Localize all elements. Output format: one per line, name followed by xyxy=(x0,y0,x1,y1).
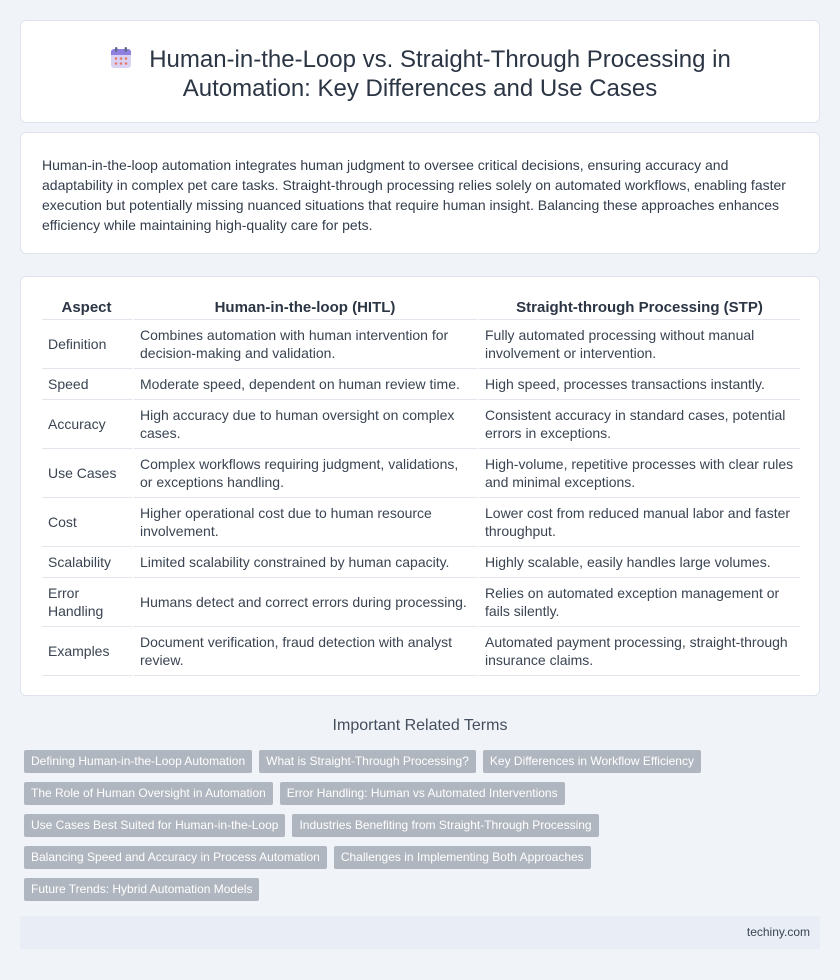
intro-paragraph: Human-in-the-loop automation integrates human judgment to oversee critical decisions, ensuring accuracy and adaptability in complex pet care tasks. Straight-through processing relies solely on automated workflows, enabling faster execution but potentially missing nuanced situations that require human insight. Balancing these approaches enhances efficiency while maintaining high-quality care for pets. xyxy=(42,157,786,233)
related-terms-heading: Important Related Terms xyxy=(332,717,508,734)
row-aspect: Accuracy xyxy=(42,400,134,449)
header-hitl: Human-in-the-loop (HITL) xyxy=(134,295,479,320)
row-hitl: Document verification, fraud detection with analyst review. xyxy=(134,627,479,676)
row-hitl: Higher operational cost due to human resource involvement. xyxy=(134,498,479,547)
row-hitl: Complex workflows requiring judgment, validations, or exceptions handling. xyxy=(134,449,479,498)
related-terms-list xyxy=(24,750,724,910)
row-hitl: Combines automation with human intervention for decision-making and validation. xyxy=(134,320,479,369)
related-term-tag[interactable]: Key Differences in Workflow Efficiency xyxy=(483,750,701,773)
table-header-row xyxy=(42,295,800,320)
related-term-tag[interactable]: Challenges in Implementing Both Approaches xyxy=(334,846,591,869)
row-aspect: Examples xyxy=(42,627,134,676)
row-hitl: Humans detect and correct errors during processing. xyxy=(134,578,479,627)
row-hitl: Moderate speed, dependent on human review time. xyxy=(134,369,479,400)
related-term-tag[interactable]: Use Cases Best Suited for Human-in-the-Loop xyxy=(24,814,285,837)
row-aspect: Scalability xyxy=(42,547,134,578)
title-line-1: Human-in-the-Loop vs. Straight-Through Processing in xyxy=(149,46,731,73)
title-card xyxy=(20,20,820,123)
footer-site-link[interactable]: techiny.com xyxy=(746,925,810,939)
table-row xyxy=(42,400,800,449)
footer xyxy=(20,916,820,949)
row-stp: Relies on automated exception management or fails silently. xyxy=(479,578,800,627)
comparison-table xyxy=(42,295,800,676)
related-term-tag[interactable]: Error Handling: Human vs Automated Interventions xyxy=(280,782,565,805)
row-hitl: High accuracy due to human oversight on complex cases. xyxy=(134,400,479,449)
row-stp: High speed, processes transactions instantly. xyxy=(479,369,800,400)
row-hitl: Limited scalability constrained by human capacity. xyxy=(134,547,479,578)
intro-card xyxy=(20,132,820,254)
row-aspect: Speed xyxy=(42,369,134,400)
related-term-tag[interactable]: The Role of Human Oversight in Automation xyxy=(24,782,273,805)
header-stp: Straight-through Processing (STP) xyxy=(479,295,800,320)
row-stp: High-volume, repetitive processes with clear rules and minimal exceptions. xyxy=(479,449,800,498)
row-stp: Highly scalable, easily handles large volumes. xyxy=(479,547,800,578)
table-row xyxy=(42,369,800,400)
row-aspect: Definition xyxy=(42,320,134,369)
related-term-tag[interactable]: Future Trends: Hybrid Automation Models xyxy=(24,878,259,901)
related-term-tag[interactable]: Defining Human-in-the-Loop Automation xyxy=(24,750,252,773)
related-term-tag[interactable]: Industries Benefiting from Straight-Through Processing xyxy=(292,814,598,837)
table-row xyxy=(42,627,800,676)
row-aspect: Use Cases xyxy=(42,449,134,498)
header-aspect: Aspect xyxy=(42,295,134,320)
table-row xyxy=(42,547,800,578)
row-aspect: Error Handling xyxy=(42,578,134,627)
row-stp: Lower cost from reduced manual labor and faster throughput. xyxy=(479,498,800,547)
title-line-2: Automation: Key Differences and Use Cases xyxy=(182,75,658,102)
related-term-tag[interactable]: What is Straight-Through Processing? xyxy=(259,750,476,773)
comparison-card xyxy=(20,276,820,696)
row-aspect: Cost xyxy=(42,498,134,547)
calendar-icon xyxy=(109,46,133,70)
related-term-tag[interactable]: Balancing Speed and Accuracy in Process Automation xyxy=(24,846,327,869)
row-stp: Automated payment processing, straight-through insurance claims. xyxy=(479,627,800,676)
table-row xyxy=(42,449,800,498)
table-row xyxy=(42,578,800,627)
page-title xyxy=(21,45,819,103)
table-row xyxy=(42,320,800,369)
table-row xyxy=(42,498,800,547)
row-stp: Fully automated processing without manual involvement or intervention. xyxy=(479,320,800,369)
row-stp: Consistent accuracy in standard cases, potential errors in exceptions. xyxy=(479,400,800,449)
